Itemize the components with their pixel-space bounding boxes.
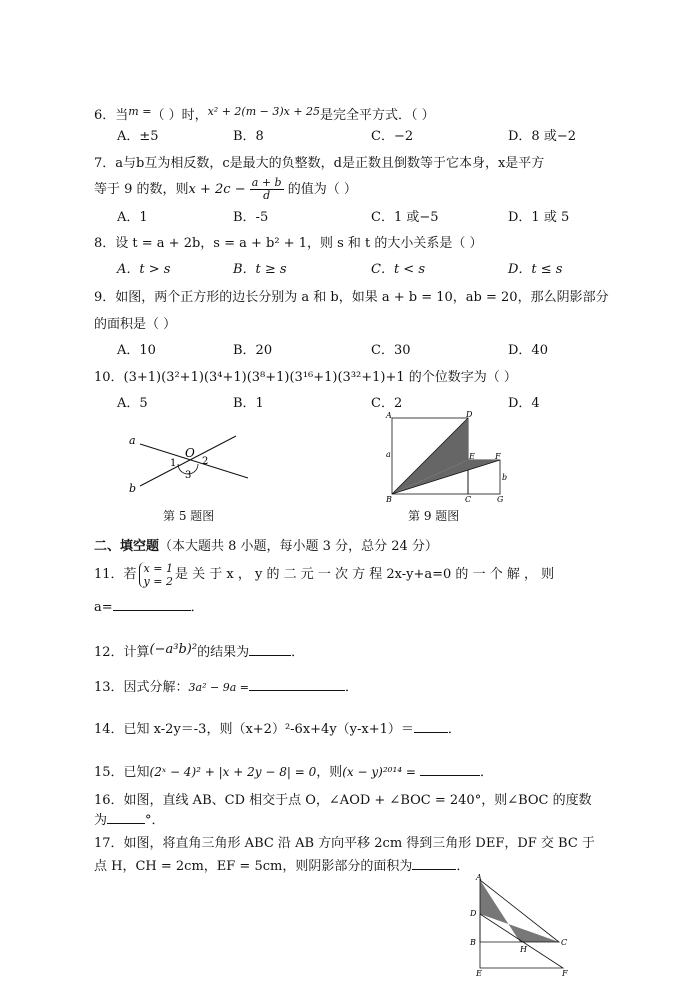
q12-end: ． <box>291 645 305 660</box>
section-2-description: （本大题共 8 小题，每小题 3 分，总分 24 分） <box>159 539 438 554</box>
q11-prefix: 11．若 <box>94 567 137 582</box>
q6-prefix: 6．当 <box>94 108 129 123</box>
section-2-title: 二、填空题 <box>94 539 160 554</box>
q12-stem <box>94 641 304 662</box>
q11-a-label: a= <box>94 600 113 615</box>
q17-line2 <box>94 857 469 876</box>
q13-end: ． <box>345 680 359 695</box>
q14-answer-blank[interactable] <box>414 720 448 733</box>
label-o: O <box>185 446 195 460</box>
label-F: F <box>495 452 501 461</box>
q11-line2 <box>94 598 204 617</box>
q15-prefix: 15．已知 <box>94 765 150 780</box>
q6-expression: x² + 2(m − 3)x + 25 <box>207 105 321 118</box>
figure-9-two-squares <box>382 410 512 505</box>
label-3: 3 <box>185 470 192 481</box>
q15-target: (x − y)²⁰¹⁴ = <box>342 765 416 779</box>
q11-system <box>139 562 173 588</box>
label-B: B <box>386 495 392 504</box>
q10-option-d: D．4 <box>508 396 540 411</box>
q13-answer-blank[interactable] <box>249 678 345 691</box>
q11-eq1: x = 1 <box>143 561 173 575</box>
q10-option-b: B．1 <box>233 396 264 411</box>
q13-prefix: 13．因式分解： <box>94 680 189 695</box>
label-E: E <box>476 969 482 978</box>
q7-line1 <box>94 155 544 173</box>
q11-line1 <box>94 560 554 590</box>
q7-fraction-denominator: d <box>263 189 271 202</box>
label-1: 1 <box>170 458 177 469</box>
q7-option-c: C．1 或−5 <box>371 210 439 225</box>
q9-line1: 9．如图，两个正方形的边长分别为 a 和 b，如果 a + b = 10，ab = 20，那么阴影部分 <box>94 290 609 305</box>
q16-prefix: 为 <box>94 813 108 828</box>
q6-m: m = <box>128 105 152 118</box>
q7-line1-text: a与b互为相反数，c是最大的负整数，d是正数且倒数等于它本身，x是平方 <box>115 156 545 171</box>
figure-9-caption: 第 9 题图 <box>408 509 460 523</box>
label-H: H <box>520 945 527 954</box>
section-2-heading <box>94 538 438 556</box>
label-E: E <box>469 452 475 461</box>
q17-answer-blank[interactable] <box>412 857 456 870</box>
q9-option-d: D．40 <box>508 343 548 358</box>
label-C: C <box>465 495 472 504</box>
q12-prefix: 12．计算 <box>94 645 150 660</box>
q6-option-d: D．8 或−2 <box>508 129 576 144</box>
q16-line1: 16．如图，直线 AB、CD 相交于点 O，∠AOD + ∠BOC = 240°，则∠BOC 的度数 <box>94 793 592 808</box>
q17-text: 点 H，CH = 2cm，EF = 5cm，则阴影部分的面积为 <box>94 859 413 874</box>
label-D: D <box>466 410 473 419</box>
label-2: 2 <box>202 456 209 467</box>
q14-text: 14．已知 x-2y＝-3，则（x+2）²-6x+4y（y-x+1）＝ <box>94 722 414 737</box>
q7-line2-suffix: 的值为（ ） <box>287 182 357 197</box>
q16-line2 <box>94 811 165 830</box>
label-G: G <box>497 495 504 504</box>
q6-option-a: A．±5 <box>117 129 159 144</box>
q7-expr: x + 2c − <box>188 182 246 197</box>
q13-expr: 3a² − 9a = <box>188 681 249 694</box>
q8-option-a: A．t > s <box>117 262 171 277</box>
q8-option-c: C．t < s <box>371 262 425 277</box>
q15-end: ． <box>479 765 493 780</box>
q9-option-b: B．20 <box>233 343 273 358</box>
q7-option-a: A．1 <box>117 210 148 225</box>
q6-suffix: 是完全平方式．（ ） <box>320 108 435 123</box>
q9-option-a: A．10 <box>117 343 156 358</box>
label-B: B <box>470 938 476 947</box>
q11-end: ． <box>190 600 204 615</box>
q16-end: °． <box>145 813 165 828</box>
label-side-a: a <box>386 450 391 459</box>
figure-5-caption: 第 5 题图 <box>163 509 215 523</box>
q7-fraction <box>250 177 284 202</box>
label-A: A <box>476 873 482 882</box>
q12-expr: (−a³b)² <box>149 642 198 657</box>
q11-eq2: y = 2 <box>143 574 173 588</box>
q7-line2 <box>94 176 357 204</box>
label-F: F <box>562 969 568 978</box>
label-b: b <box>129 482 137 495</box>
q10-option-c: C．2 <box>371 396 403 411</box>
q10-option-a: A．5 <box>117 396 148 411</box>
q16-answer-blank[interactable] <box>107 811 145 824</box>
q14-end: ． <box>447 722 461 737</box>
q7-option-b: B．-5 <box>233 210 269 225</box>
q8-option-d: D．t ≤ s <box>508 262 563 277</box>
q7-option-d: D．1 或 5 <box>508 210 570 225</box>
q6-option-c: C．−2 <box>371 129 414 144</box>
q8-option-b: B．t ≥ s <box>233 262 287 277</box>
q7-number: 7． <box>94 156 116 171</box>
q6-paren: （ ）时， <box>151 108 208 123</box>
q8-stem: 8．设 t = a + 2b，s = a + b² + 1，则 s 和 t 的大小关系是（ ） <box>94 236 483 251</box>
label-D: D <box>470 909 477 918</box>
q13-stem <box>94 678 358 697</box>
q12-suffix: 的结果为 <box>197 645 250 660</box>
q15-condition: (2ˣ − 4)² + |x + 2y − 8| = 0 <box>149 765 317 779</box>
q7-fraction-numerator: a + b <box>251 176 282 189</box>
q7-line2-prefix: 等于 9 的数，则 <box>94 182 189 197</box>
label-a: a <box>129 434 136 447</box>
q12-answer-blank[interactable] <box>249 643 291 656</box>
q15-stem <box>94 763 493 782</box>
q15-answer-blank[interactable] <box>420 763 480 776</box>
q10-stem: 10．(3+1)(3²+1)(3⁴+1)(3⁸+1)(3¹⁶+1)(3³²+1)+1 的个位数字为（ ） <box>94 370 517 385</box>
q14-stem <box>94 720 461 739</box>
label-side-b: b <box>502 473 508 482</box>
label-C: C <box>561 938 568 947</box>
q6-stem <box>94 103 435 125</box>
q15-mid: ，则 <box>316 765 343 780</box>
q9-line2: 的面积是（ ） <box>94 317 177 332</box>
figure-17-translated-triangle <box>468 872 578 978</box>
figure-5-intersecting-lines <box>120 428 250 498</box>
q17-end: ． <box>456 859 470 874</box>
q9-option-c: C．30 <box>371 343 411 358</box>
q11-answer-blank[interactable] <box>113 598 191 611</box>
q17-line1: 17．如图，将直角三角形 ABC 沿 AB 方向平移 2cm 得到三角形 DEF，DF 交 BC 于 <box>94 836 595 851</box>
q6-option-b: B．8 <box>233 129 264 144</box>
label-A: A <box>386 411 392 420</box>
q11-text: 是 关 于 x ， y 的 二 元 一 次 方 程 2x-y+a=0 的 一 个 解 ， 则 <box>174 567 555 582</box>
